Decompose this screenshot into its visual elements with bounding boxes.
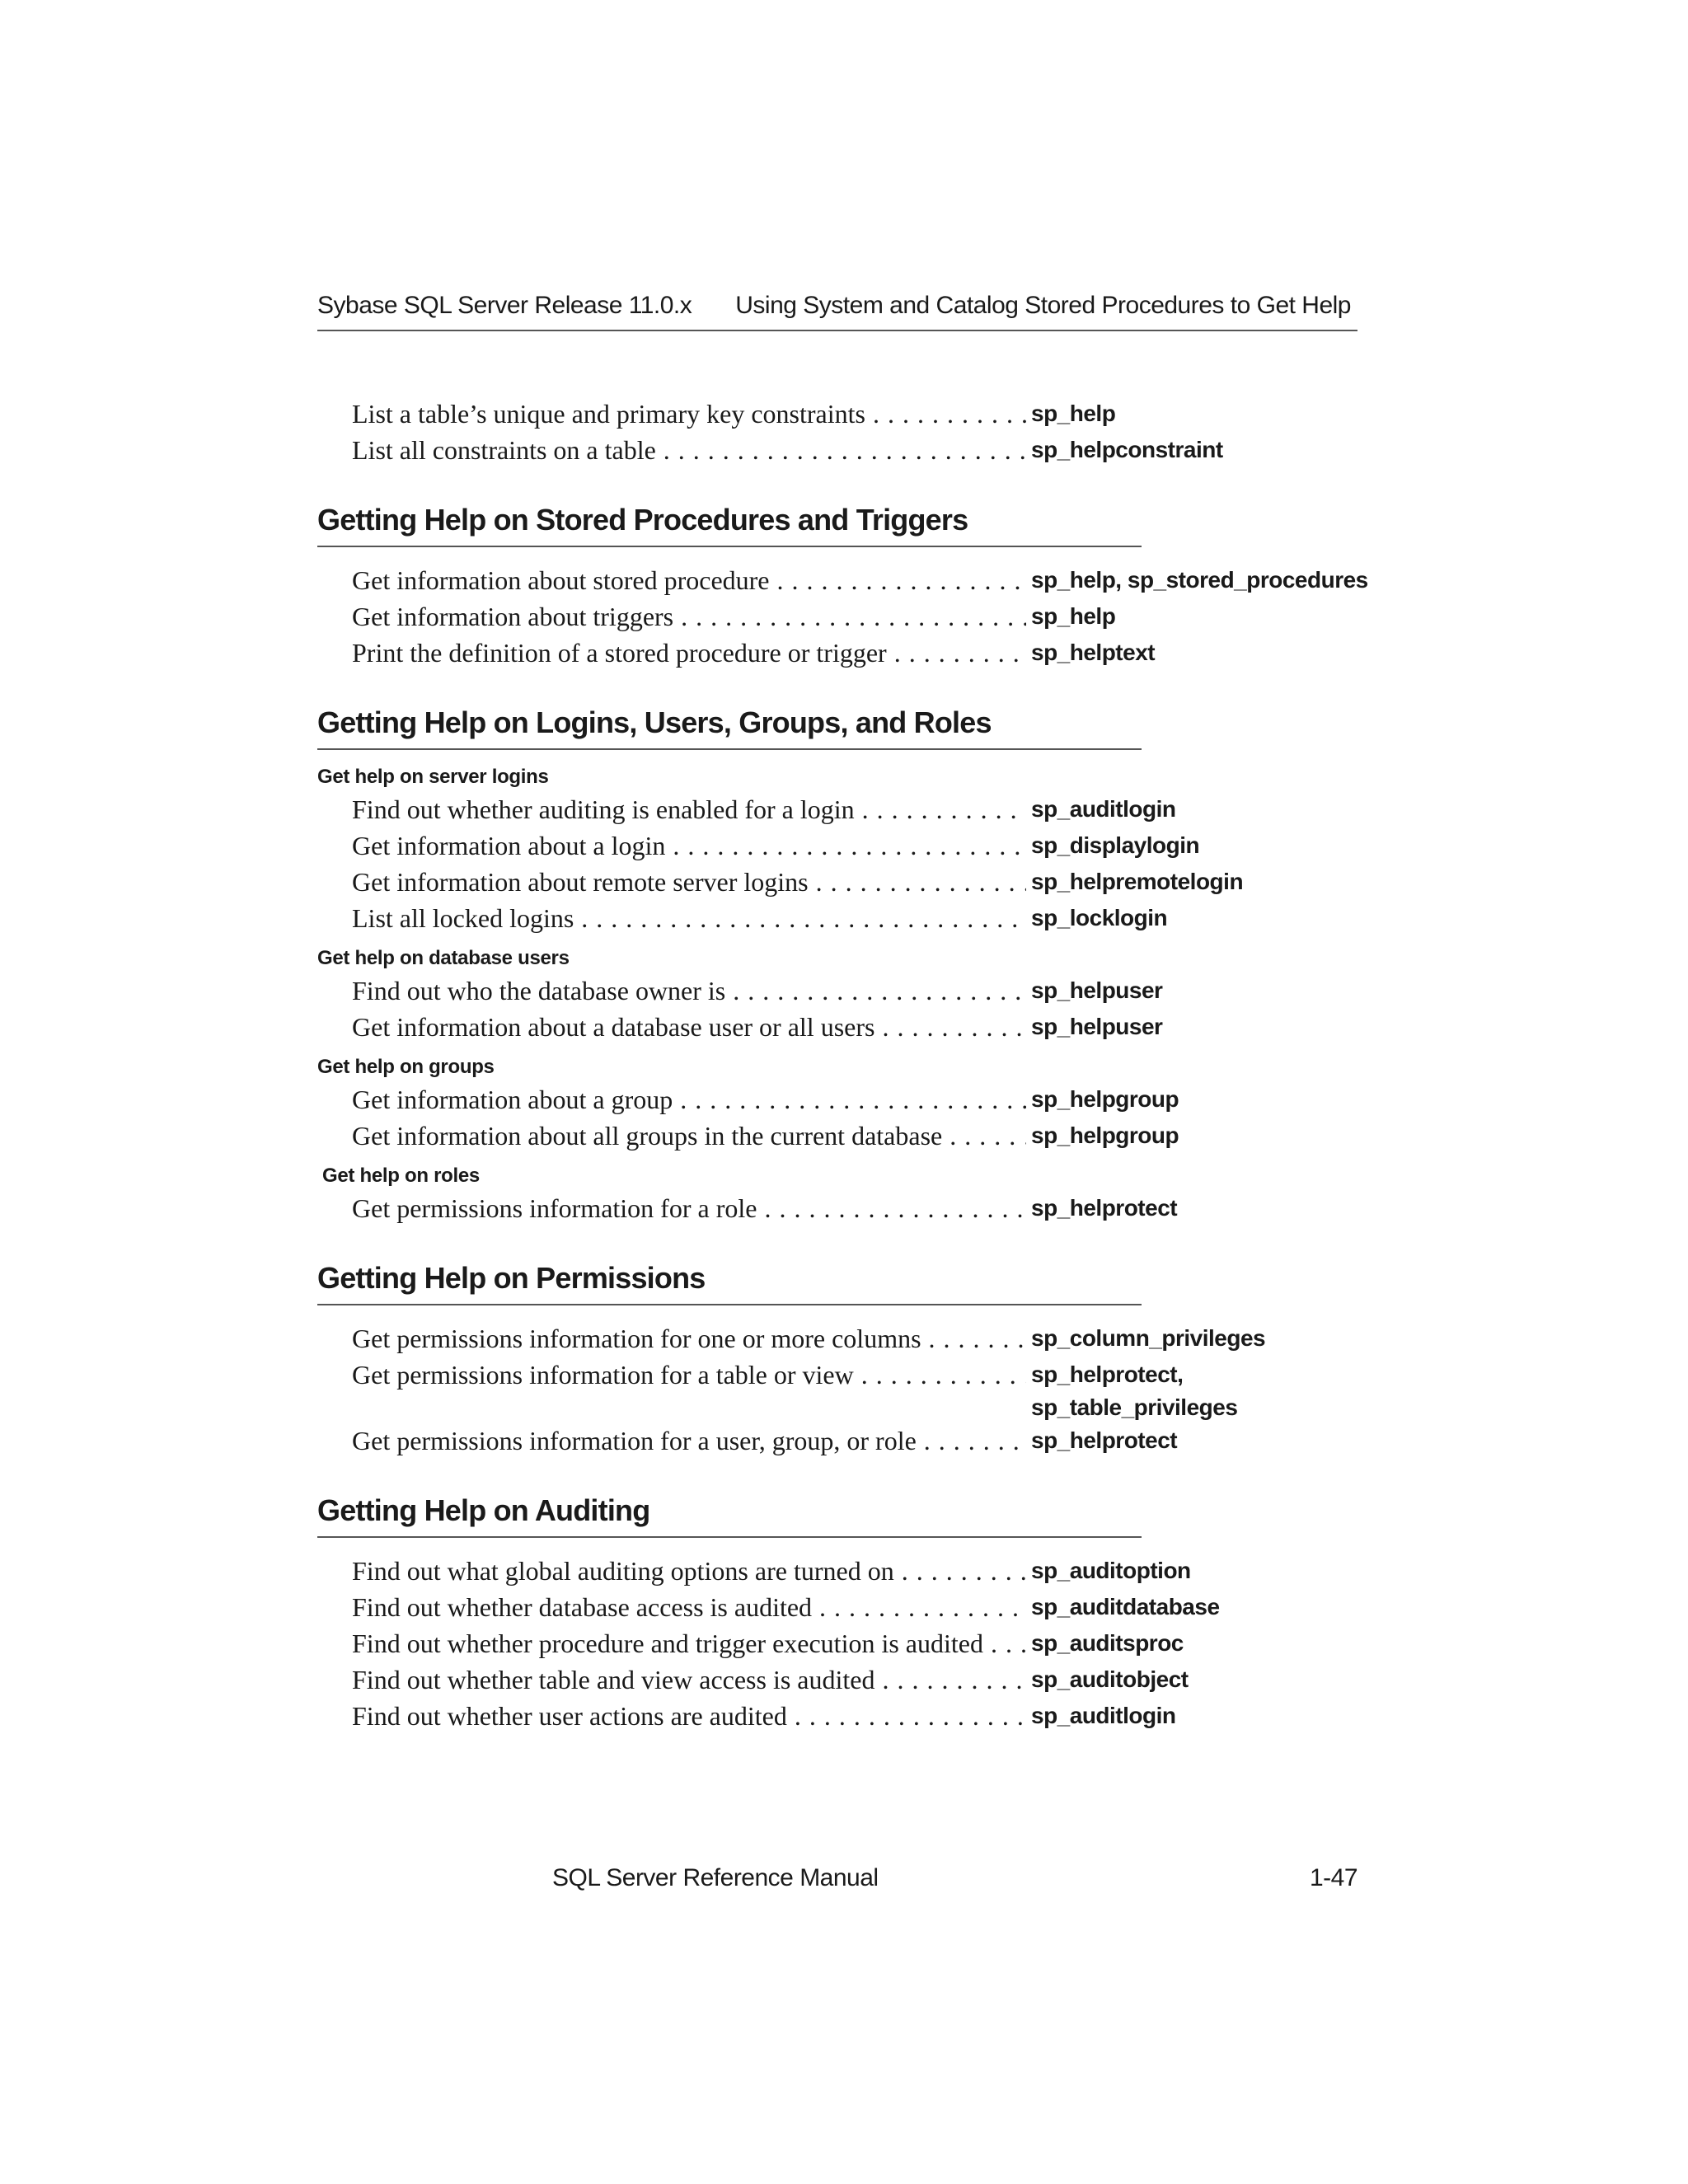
subheading-server-logins: Get help on server logins [317, 766, 549, 788]
list-item [317, 635, 1389, 671]
entry-procedure: sp_auditoption [1031, 1558, 1191, 1583]
entry-procedure: sp_helpuser [1031, 1014, 1163, 1039]
section-heading-auditing: Getting Help on Auditing [317, 1493, 1142, 1538]
entry-description: Get permissions information for a user, group, or role . . . [352, 1422, 1026, 1459]
entry-procedure: sp_helpgroup [1031, 1086, 1179, 1112]
entry-procedure: sp_helptext [1031, 640, 1156, 665]
section-heading-permissions: Getting Help on Permissions [317, 1261, 1142, 1305]
entry-description: List all constraints on a table . . . [352, 432, 1026, 468]
entry-procedure: sp_auditlogin [1031, 1703, 1176, 1728]
entry-description: Find out whether database access is audited . . . [352, 1589, 1026, 1625]
entry-procedure: sp_column_privileges [1031, 1325, 1266, 1351]
subheading-roles: Get help on roles [322, 1165, 480, 1187]
entry-procedure: sp_helprotect [1031, 1195, 1178, 1221]
entry-description: Get information about a group . . . [352, 1081, 1026, 1118]
list-item [317, 1625, 1389, 1661]
list-item [317, 1589, 1389, 1625]
list-item [317, 1698, 1389, 1734]
list-item [317, 1118, 1389, 1154]
entry-procedure [1031, 1357, 1237, 1422]
subheading-groups: Get help on groups [317, 1056, 495, 1078]
entry-procedure: sp_auditlogin [1031, 796, 1176, 822]
page-number: 1-47 [1309, 1864, 1357, 1891]
entry-description: Find out whether table and view access is audited . . . [352, 1661, 1026, 1698]
entry-procedure: sp_helpuser [1031, 977, 1163, 1003]
subheading-database-users: Get help on database users [317, 947, 570, 969]
entry-description: List all locked logins . . . [352, 900, 1026, 936]
entry-description: Get information about remote server logins . . . [352, 864, 1026, 900]
list-item [317, 1009, 1389, 1045]
entry-procedure: sp_displaylogin [1031, 832, 1200, 858]
list-item [317, 1190, 1389, 1226]
entry-procedure: sp_helpgroup [1031, 1122, 1179, 1148]
entry-procedure: sp_helpremotelogin [1031, 869, 1244, 894]
entry-description: Find out who the database owner is . . . [352, 972, 1026, 1009]
entry-procedure: sp_helprotect [1031, 1427, 1178, 1453]
entry-description: Find out whether auditing is enabled for a login . . . [352, 791, 1026, 827]
entry-procedure: sp_auditsproc [1031, 1630, 1184, 1656]
entry-description: Get permissions information for one or more columns . . . [352, 1320, 1026, 1357]
entry-description: Get information about triggers . . . [352, 598, 1026, 635]
entry-description: Get permissions information for a role . . . [352, 1190, 1026, 1226]
entry-description: Find out whether user actions are audited . . . [352, 1698, 1026, 1734]
entry-procedure: sp_help [1031, 401, 1116, 426]
entry-procedure: sp_help, sp_stored_procedures [1031, 567, 1368, 593]
entry-procedure: sp_auditobject [1031, 1666, 1189, 1692]
entry-procedure: sp_help [1031, 603, 1116, 629]
entry-procedure-line2: sp_table_privileges [1031, 1394, 1238, 1420]
entry-description: List a table’s unique and primary key constraints . . . [352, 396, 1026, 432]
entry-description: Get information about stored procedure . . . [352, 562, 1026, 598]
entry-description: Print the definition of a stored procedure or trigger . . . [352, 635, 1026, 671]
list-item [317, 1422, 1389, 1459]
section-heading-logins: Getting Help on Logins, Users, Groups, and Roles [317, 705, 1142, 750]
entry-description: Get information about a login . . . [352, 827, 1026, 864]
list-item [317, 791, 1389, 827]
entry-description: Find out whether procedure and trigger execution is audited . . . [352, 1625, 1026, 1661]
running-header [317, 288, 1357, 331]
entry-procedure: sp_auditdatabase [1031, 1594, 1220, 1619]
list-item [317, 1553, 1389, 1589]
list-item [317, 900, 1389, 936]
list-item [317, 1661, 1389, 1698]
list-item [317, 972, 1389, 1009]
header-chapter-title: Using System and Catalog Stored Procedures to Get Help [735, 292, 1351, 319]
list-item [317, 1357, 1389, 1422]
list-item [317, 864, 1389, 900]
list-item [317, 598, 1389, 635]
list-item [317, 827, 1389, 864]
page-content [317, 396, 1389, 1734]
entry-procedure: sp_helpconstraint [1031, 437, 1223, 462]
header-product-title: Sybase SQL Server Release 11.0.x [317, 292, 692, 319]
list-item [317, 396, 1389, 432]
entry-description: Get information about a database user or all users . . . [352, 1009, 1026, 1045]
entry-description: Get permissions information for a table or view . . . [352, 1357, 1026, 1393]
section-heading-procedures: Getting Help on Stored Procedures and Triggers [317, 503, 1142, 547]
list-item [317, 1320, 1389, 1357]
list-item [317, 432, 1389, 468]
entry-procedure-line1: sp_helprotect, [1031, 1361, 1184, 1387]
list-item [317, 1081, 1389, 1118]
footer-manual-title: SQL Server Reference Manual [552, 1864, 879, 1891]
entry-description: Find out what global auditing options are turned on . . . [352, 1553, 1026, 1589]
list-item [317, 562, 1389, 598]
entry-procedure: sp_locklogin [1031, 905, 1168, 930]
entry-description: Get information about all groups in the current database . . . [352, 1118, 1026, 1154]
